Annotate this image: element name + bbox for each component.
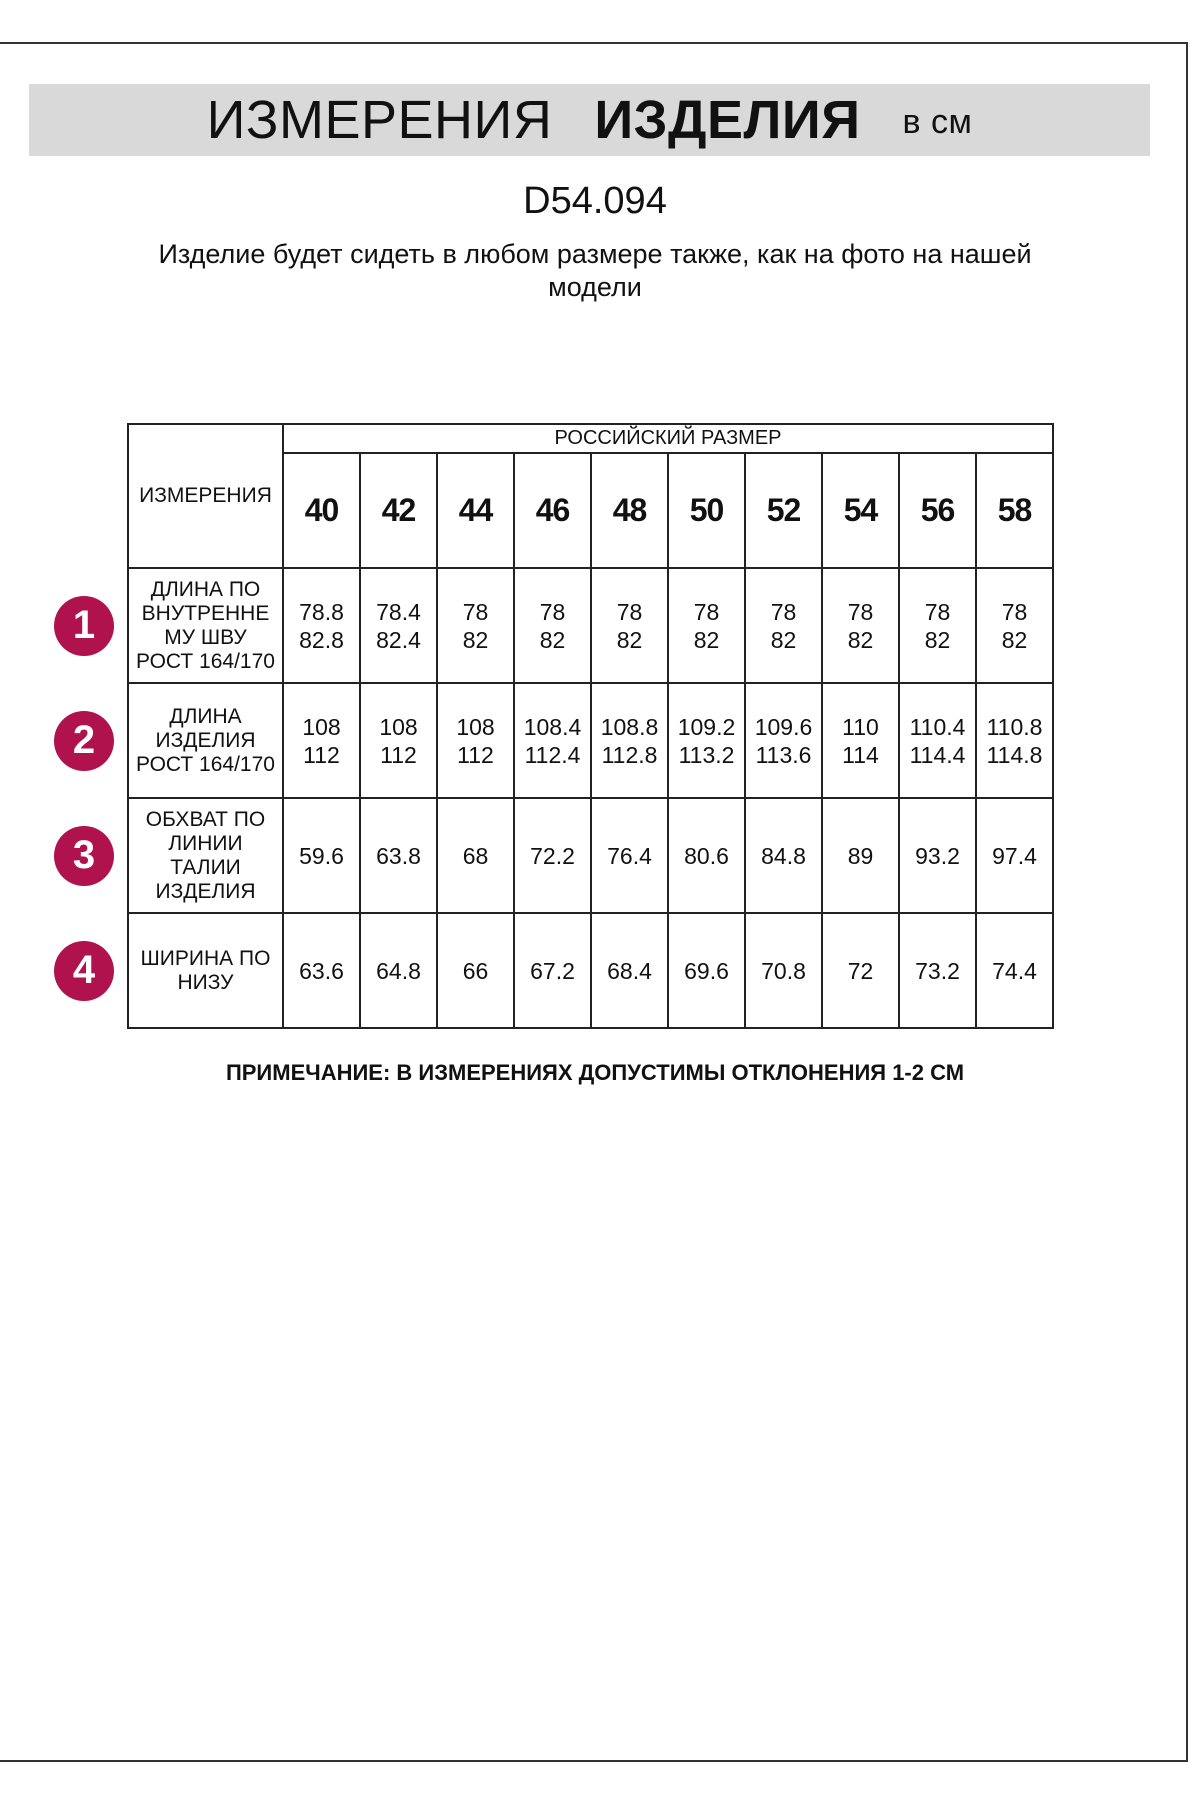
size-header-cell: 50 [668, 453, 745, 568]
measurements-header: ИЗМЕРЕНИЯ [128, 424, 283, 568]
measurement-label [128, 683, 283, 798]
measurement-value: 82 [924, 626, 951, 653]
measurement-label-line: МУ ШВУ [164, 625, 247, 649]
row-number-badge: 4 [54, 941, 114, 1001]
row-number-badge: 3 [54, 826, 114, 886]
measurement-value: 78 [1001, 598, 1028, 625]
measurement-label-line: НИЗУ [177, 970, 234, 994]
measurement-value: 78 [616, 598, 643, 625]
measurement-value-cell [591, 683, 668, 798]
table-row [128, 683, 1053, 798]
measurement-value: 110.4 [909, 713, 966, 740]
measurement-label [128, 798, 283, 913]
measurement-value-cell [360, 683, 437, 798]
size-header-cell: 52 [745, 453, 822, 568]
title-regular: ИЗМЕРЕНИЯ [206, 90, 553, 150]
measurement-value-cell [283, 798, 360, 913]
measurement-value-cell [437, 798, 514, 913]
measurement-value-cell [437, 683, 514, 798]
measurement-value: 74.4 [992, 957, 1037, 984]
measurement-value-cell [360, 798, 437, 913]
title-units: в см [902, 102, 973, 141]
measurement-value: 82.8 [299, 626, 344, 653]
measurement-value: 68.4 [607, 957, 652, 984]
size-header-cell: 46 [514, 453, 591, 568]
measurement-value: 72 [847, 957, 874, 984]
measurement-value: 80.6 [684, 842, 729, 869]
measurement-value-cell [283, 683, 360, 798]
measurement-value: 97.4 [992, 842, 1037, 869]
measurement-value: 82 [462, 626, 489, 653]
measurement-value: 82 [616, 626, 643, 653]
measurement-value: 82 [847, 626, 874, 653]
measurement-value: 93.2 [915, 842, 960, 869]
measurement-value-cell [976, 798, 1053, 913]
row-number-badge: 2 [54, 711, 114, 771]
measurement-value-cell [899, 798, 976, 913]
measurement-value-cell [591, 913, 668, 1028]
measurement-value-cell [437, 568, 514, 683]
measurement-value: 114.4 [909, 741, 966, 768]
measurement-value: 108.4 [523, 713, 582, 740]
tolerance-note: ПРИМЕЧАНИЕ: В ИЗМЕРЕНИЯХ ДОПУСТИМЫ ОТКЛОНЕНИЯ 1-2 СМ [225, 1060, 965, 1085]
measurement-value-cell [822, 568, 899, 683]
measurement-value: 70.8 [761, 957, 806, 984]
measurement-value: 82 [770, 626, 797, 653]
measurement-value: 112 [457, 741, 494, 768]
measurement-value: 84.8 [761, 842, 806, 869]
size-header-cell: 58 [976, 453, 1053, 568]
measurement-value-cell [899, 683, 976, 798]
measurement-value: 78.4 [376, 598, 421, 625]
measurement-value: 113.2 [678, 741, 735, 768]
measurement-value-cell [283, 568, 360, 683]
table-row [128, 798, 1053, 913]
measurement-value: 78.8 [299, 598, 344, 625]
measurement-value: 82 [1001, 626, 1028, 653]
measurement-value-cell [745, 798, 822, 913]
measurement-value: 66 [462, 957, 489, 984]
measurement-value: 68 [462, 842, 489, 869]
measurement-value-cell [668, 568, 745, 683]
measurement-label-line: ИЗДЕЛИЯ [155, 879, 256, 903]
measurement-value-cell [514, 683, 591, 798]
measurement-value-cell [514, 913, 591, 1028]
row-number-badge: 1 [54, 596, 114, 656]
measurement-value: 76.4 [607, 842, 652, 869]
measurement-value-cell [822, 683, 899, 798]
measurement-value: 109.6 [754, 713, 813, 740]
measurement-value-cell [745, 568, 822, 683]
measurement-value: 110.8 [986, 713, 1043, 740]
measurement-value: 89 [847, 842, 874, 869]
measurement-value: 69.6 [684, 957, 729, 984]
measurement-value: 59.6 [299, 842, 344, 869]
measurement-value: 78 [847, 598, 874, 625]
measurement-value: 63.8 [376, 842, 421, 869]
size-header-cell: 54 [822, 453, 899, 568]
measurement-label-line: ДЛИНА [169, 704, 242, 728]
measurement-value: 108 [456, 713, 495, 740]
size-header-cell: 56 [899, 453, 976, 568]
title-bar [29, 84, 1150, 156]
measurement-value: 108 [302, 713, 341, 740]
measurement-value: 114.8 [986, 741, 1043, 768]
measurement-value: 112 [380, 741, 417, 768]
measurement-value-cell [283, 913, 360, 1028]
size-header-cell: 42 [360, 453, 437, 568]
measurement-value: 78 [770, 598, 797, 625]
measurement-value-cell [899, 913, 976, 1028]
measurement-value: 108.8 [600, 713, 659, 740]
measurement-value-cell [668, 913, 745, 1028]
measurement-label-line: ВНУТРЕННЕ [141, 601, 270, 625]
measurement-value: 67.2 [530, 957, 575, 984]
measurement-value-cell [514, 568, 591, 683]
measurement-value-cell [899, 568, 976, 683]
measurement-value: 113.6 [755, 741, 812, 768]
measurement-value: 82 [539, 626, 566, 653]
measurement-value: 73.2 [915, 957, 960, 984]
size-header-cell: 40 [283, 453, 360, 568]
measurement-value: 112.4 [524, 741, 581, 768]
measurement-value-cell [745, 913, 822, 1028]
measurement-value: 110 [842, 713, 879, 740]
table-row [128, 913, 1053, 1028]
article-number: D54.094 [523, 180, 667, 222]
measurement-label-line: РОСТ 164/170 [136, 649, 275, 673]
measurement-value: 112 [303, 741, 340, 768]
measurement-value-cell [976, 683, 1053, 798]
measurement-value-cell [745, 683, 822, 798]
measurement-value: 63.6 [299, 957, 344, 984]
measurement-label [128, 913, 283, 1028]
measurement-value: 112.8 [601, 741, 658, 768]
size-header-cell: 48 [591, 453, 668, 568]
measurement-value-cell [822, 913, 899, 1028]
measurement-value: 114 [842, 741, 879, 768]
measurement-value: 78 [693, 598, 720, 625]
measurement-value-cell [360, 913, 437, 1028]
measurement-value: 78 [539, 598, 566, 625]
measurement-value-cell [514, 798, 591, 913]
measurement-value-cell [668, 683, 745, 798]
measurement-value-cell [437, 913, 514, 1028]
measurement-value-cell [591, 798, 668, 913]
measurement-value-cell [976, 568, 1053, 683]
measurement-value: 78 [462, 598, 489, 625]
measurement-value: 82.4 [376, 626, 421, 653]
measurement-label-line: ЛИНИИ [168, 831, 243, 855]
measurement-value: 109.2 [677, 713, 736, 740]
table-row [128, 568, 1053, 683]
measurement-label-line: РОСТ 164/170 [136, 752, 275, 776]
measurement-label-line: ШИРИНА ПО [140, 946, 271, 970]
measurement-label-line: ТАЛИИ [170, 855, 241, 879]
title-bold: ИЗДЕЛИЯ [594, 90, 861, 150]
page-title [29, 84, 1150, 156]
measurement-value-cell [360, 568, 437, 683]
measurement-value-cell [591, 568, 668, 683]
measurement-value-cell [668, 798, 745, 913]
size-chart-table [127, 423, 1054, 1029]
measurement-value-cell [976, 913, 1053, 1028]
fit-description: Изделие будет сидеть в любом размере также, как на фото на нашей модели [158, 239, 1032, 302]
measurement-label-line: ИЗДЕЛИЯ [155, 728, 256, 752]
measurement-value: 72.2 [530, 842, 575, 869]
measurement-value: 108 [379, 713, 418, 740]
measurement-label-line: ДЛИНА ПО [150, 577, 261, 601]
size-group-header: РОССИЙСКИЙ РАЗМЕР [283, 424, 1053, 453]
measurement-value-cell [822, 798, 899, 913]
size-header-cell: 44 [437, 453, 514, 568]
measurement-value: 78 [924, 598, 951, 625]
measurement-value: 64.8 [376, 957, 421, 984]
measurement-label-line: ОБХВАТ ПО [145, 807, 266, 831]
measurement-value: 82 [693, 626, 720, 653]
measurement-label [128, 568, 283, 683]
